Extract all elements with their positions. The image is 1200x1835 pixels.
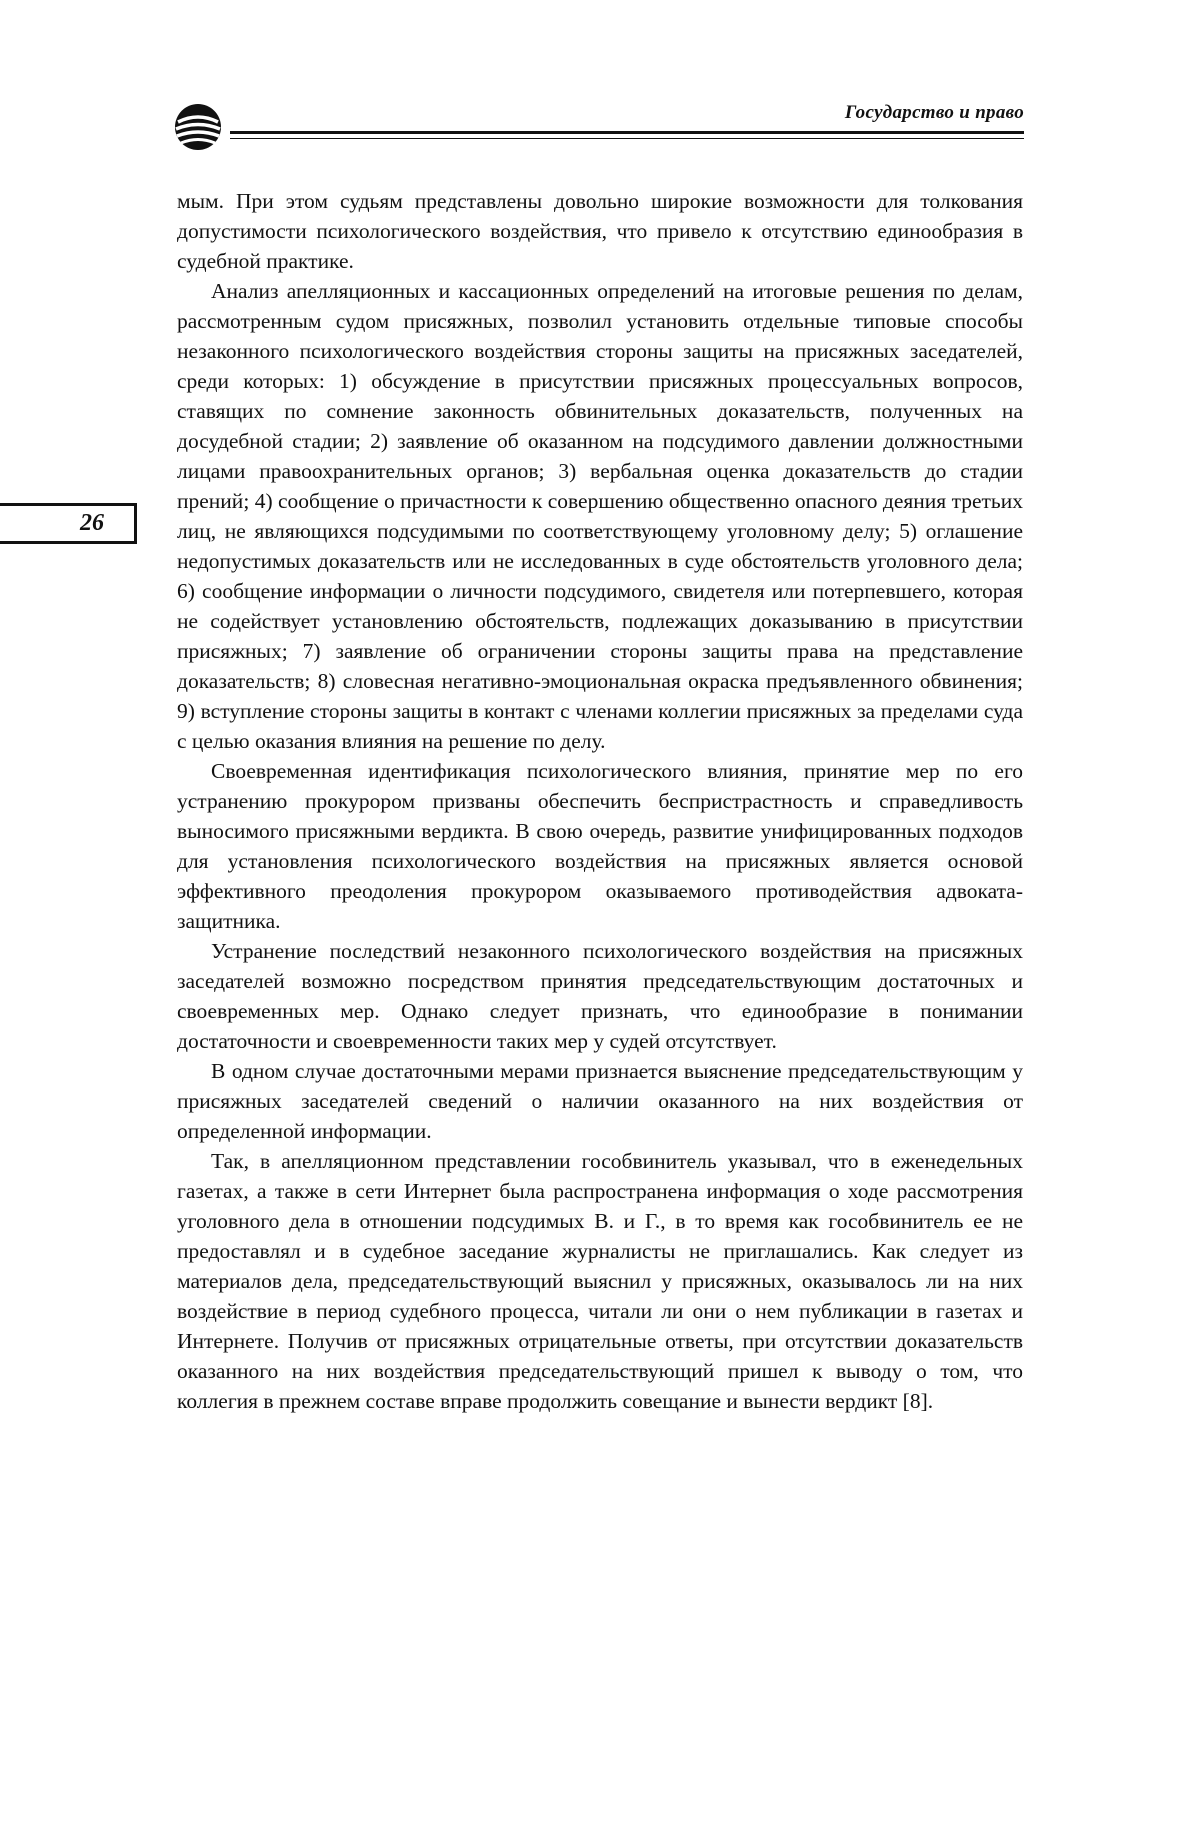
page-number-tab	[0, 503, 137, 544]
journal-logo-icon	[172, 100, 234, 154]
journal-section-title: Государство и право	[844, 102, 1024, 123]
paragraph: В одном случае достаточными мерами признается выяснение председательствующим у присяжных заседателей сведений о наличии оказанного на них воздействия от определенной информации.	[177, 1059, 1023, 1143]
paragraph: Так, в апелляционном представлении гособвинитель указывал, что в еженедельных газетах, а также в сети Интернет была распространена информация о ходе рассмотрения уголовного дела в отношении подсудимых В. и Г., в то время как гособвинитель ее не предоставлял и в судебное заседание журналисты не приглашались. Как следует из материалов дела, председательствующий выяснил у присяжных, оказывалось ли на них воздействие в период судебного процесса, читали ли они о нем публикации в газетах и Интернете. Получив от присяжных отрицательные ответы, при отсутствии доказательств оказанного на них воздействия председательствующий пришел к выводу о том, что коллегия в прежнем составе вправе продолжить совещание и вынести вердикт [8].	[177, 1149, 1023, 1413]
paragraph: Анализ апелляционных и кассационных определений на итоговые решения по делам, рассмотренным судом присяжных, позволил установить отдельные типовые способы незаконного психологического воздействия стороны защиты на присяжных заседателей, среди которых: 1) обсуждение в присутствии присяжных процессуальных вопросов, ставящих по сомнение законность обвинительных доказательств, полученных на досудебной стадии; 2) заявление об оказанном на подсудимого давлении должностными лицами правоохранительных органов; 3) вербальная оценка доказательств до стадии прений; 4) сообщение о причастности к совершению общественно опасного деяния третьих лиц, не являющихся подсудимыми по соответствующему уголовному делу; 5) оглашение недопустимых доказательств или не исследованных в суде обстоятельств уголовного дела; 6) сообщение информации о личности подсудимого, свидетеля или потерпевшего, которая не содействует установлению обстоятельств, подлежащих доказыванию в присутствии присяжных; 7) заявление об ограничении стороны защиты права на представление доказательств; 8) словесная негативно-эмоциональная окраска предъявленного обвинения; 9) вступление стороны защиты в контакт с членами коллегии присяжных за пределами суда с целью оказания влияния на решение по делу.	[177, 279, 1023, 753]
article-body	[177, 186, 1023, 1416]
paragraph: Своевременная идентификация психологического влияния, принятие мер по его устранению прокурором призваны обеспечить беспристрастность и справедливость выносимого присяжными вердикта. В свою очередь, развитие унифицированных подходов для установления психологического воздействия на присяжных является основой эффективного преодоления прокурором оказываемого противодействия адвоката-защитника.	[177, 759, 1023, 933]
paragraph: Устранение последствий незаконного психологического воздействия на присяжных заседателей возможно посредством принятия председательствующим достаточных и своевременных мер. Однако следует признать, что единообразие в понимании достаточности и своевременности таких мер у судей отсутствует.	[177, 939, 1023, 1053]
page-number: 26	[80, 510, 104, 536]
paragraph: мым. При этом судьям представлены довольно широкие возможности для толкования допустимости психологического воздействия, что привело к отсутствию единообразия в судебной практике.	[177, 189, 1023, 273]
header-rule	[230, 131, 1024, 139]
running-header	[172, 96, 1024, 156]
